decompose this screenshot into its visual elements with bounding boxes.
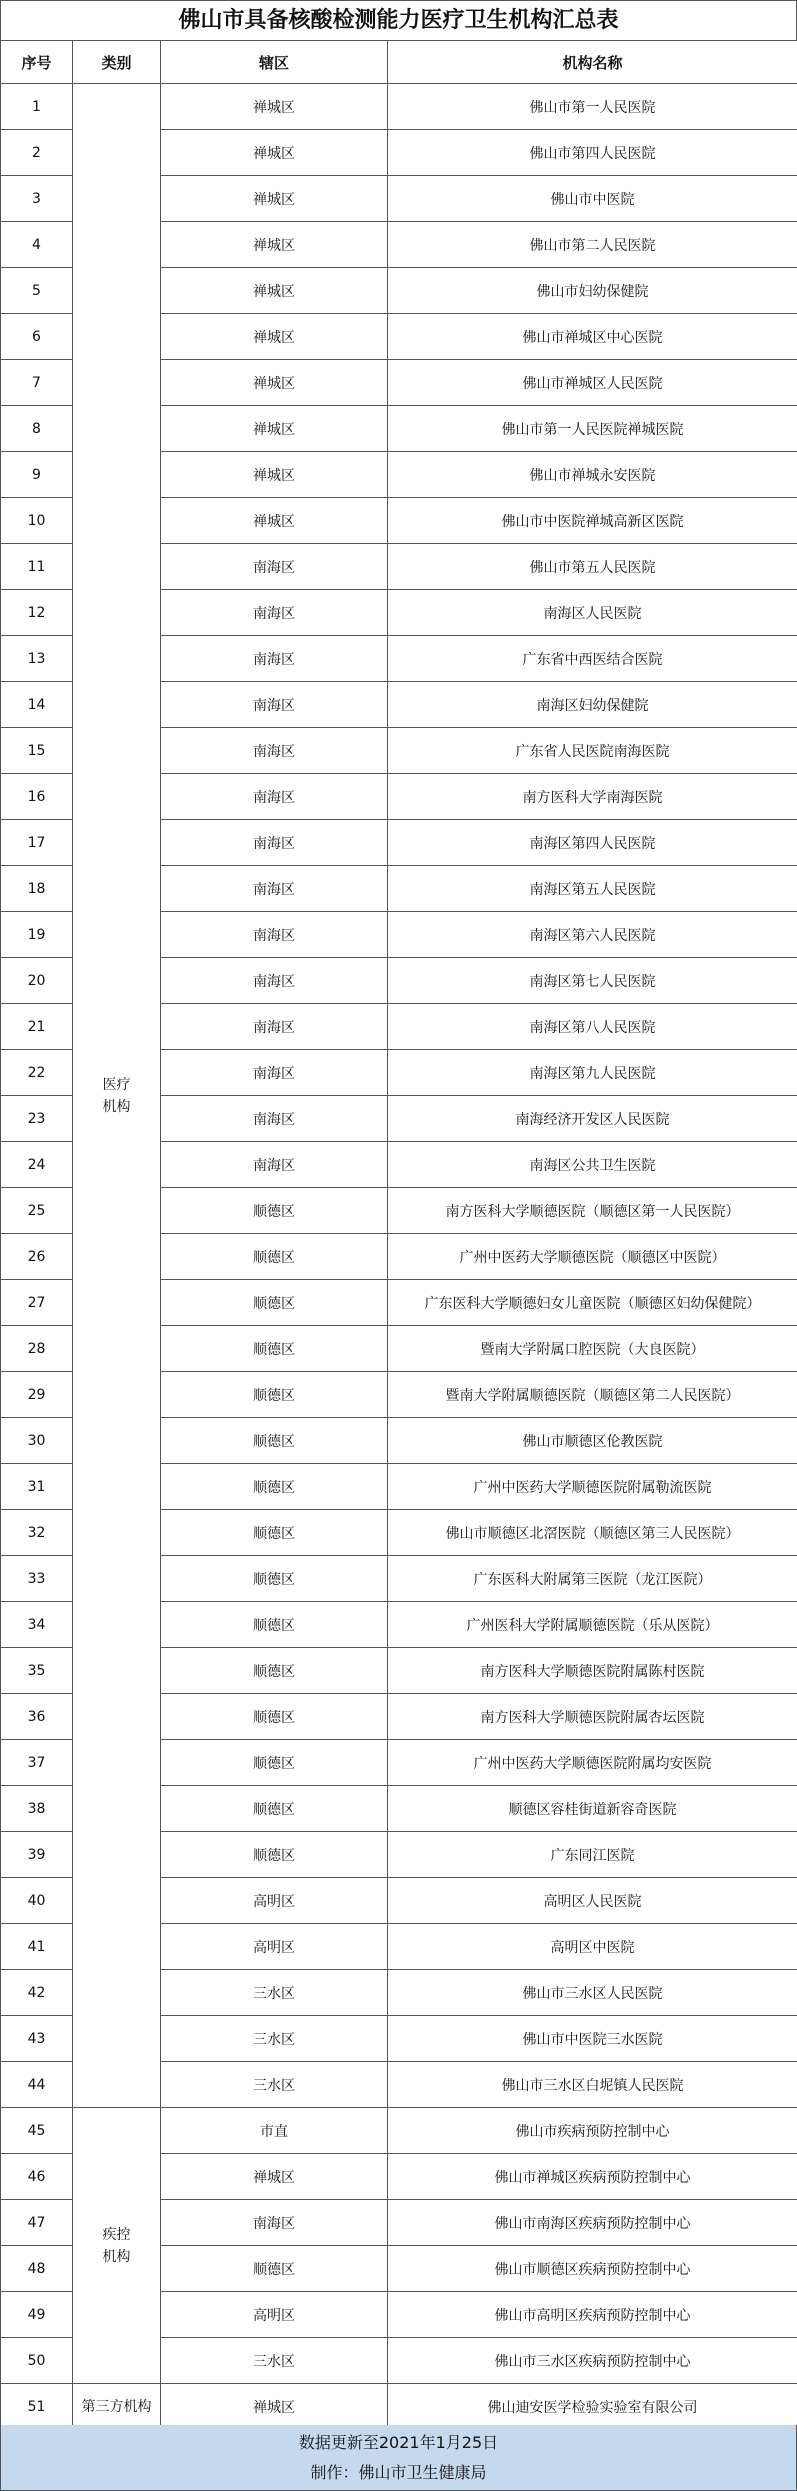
row-district: 顺德区 [161,1832,388,1878]
row-seq: 22 [1,1050,73,1096]
row-institution-name: 南方医科大学顺德医院附属陈村医院 [388,1648,797,1694]
institution-table [0,40,797,2430]
row-institution-name: 南海区第九人民医院 [388,1050,797,1096]
row-institution-name: 广州医科大学附属顺德医院（乐从医院） [388,1602,797,1648]
row-institution-name: 佛山市禅城区人民医院 [388,360,797,406]
row-seq: 49 [1,2292,73,2338]
row-district: 禅城区 [161,406,388,452]
row-institution-name: 佛山市第二人民医院 [388,222,797,268]
row-seq: 27 [1,1280,73,1326]
row-district: 南海区 [161,958,388,1004]
row-district: 南海区 [161,590,388,636]
row-institution-name: 佛山迪安医学检验实验室有限公司 [388,2384,797,2430]
row-seq: 23 [1,1096,73,1142]
row-district: 顺德区 [161,1280,388,1326]
row-district: 顺德区 [161,1740,388,1786]
row-district: 高明区 [161,1878,388,1924]
row-institution-name: 广州中医药大学顺德医院附属勒流医院 [388,1464,797,1510]
row-institution-name: 佛山市禅城区中心医院 [388,314,797,360]
row-category [73,2384,161,2430]
row-institution-name: 佛山市三水区疾病预防控制中心 [388,2338,797,2384]
category-line: 机构 [102,2248,131,2265]
row-institution-name: 广东医科大附属第三医院（龙江医院） [388,1556,797,1602]
row-district: 禅城区 [161,176,388,222]
row-seq: 29 [1,1372,73,1418]
row-institution-name: 南海经济开发区人民医院 [388,1096,797,1142]
row-institution-name: 南海区第六人民医院 [388,912,797,958]
table-row [1,2384,797,2430]
row-institution-name: 佛山市三水区白坭镇人民医院 [388,2062,797,2108]
row-seq: 28 [1,1326,73,1372]
row-seq: 6 [1,314,73,360]
row-seq: 25 [1,1188,73,1234]
row-seq: 46 [1,2154,73,2200]
row-district: 禅城区 [161,222,388,268]
category-line: 医疗 [102,1076,131,1093]
row-district: 禅城区 [161,2154,388,2200]
row-seq: 14 [1,682,73,728]
row-seq: 1 [1,84,73,130]
row-district: 顺德区 [161,1418,388,1464]
row-district: 南海区 [161,1050,388,1096]
table-header-row [1,41,797,84]
row-institution-name: 佛山市第五人民医院 [388,544,797,590]
header-name: 机构名称 [388,41,797,84]
row-seq: 21 [1,1004,73,1050]
category-line: 机构 [102,1098,131,1115]
row-seq: 45 [1,2108,73,2154]
row-institution-name: 南海区第五人民医院 [388,866,797,912]
header-seq: 序号 [1,41,73,84]
row-district: 顺德区 [161,1556,388,1602]
row-seq: 35 [1,1648,73,1694]
row-seq: 24 [1,1142,73,1188]
row-institution-name: 佛山市中医院禅城高新区医院 [388,498,797,544]
row-seq: 19 [1,912,73,958]
row-seq: 38 [1,1786,73,1832]
row-institution-name: 南方医科大学顺德医院附属杏坛医院 [388,1694,797,1740]
row-seq: 50 [1,2338,73,2384]
row-district: 禅城区 [161,452,388,498]
row-seq: 34 [1,1602,73,1648]
row-institution-name: 佛山市中医院 [388,176,797,222]
row-district: 顺德区 [161,1648,388,1694]
row-seq: 10 [1,498,73,544]
row-seq: 15 [1,728,73,774]
row-district: 南海区 [161,1004,388,1050]
row-institution-name: 佛山市三水区人民医院 [388,1970,797,2016]
row-district: 禅城区 [161,314,388,360]
row-district: 禅城区 [161,360,388,406]
row-seq: 13 [1,636,73,682]
row-institution-name: 佛山市顺德区疾病预防控制中心 [388,2246,797,2292]
row-district: 禅城区 [161,2384,388,2430]
row-seq: 18 [1,866,73,912]
row-seq: 3 [1,176,73,222]
row-district: 高明区 [161,1924,388,1970]
row-seq: 51 [1,2384,73,2430]
category-line: 第三方机构 [81,2398,152,2415]
row-institution-name: 佛山市顺德区北滘医院（顺德区第三人民医院） [388,1510,797,1556]
row-seq: 16 [1,774,73,820]
row-district: 顺德区 [161,1510,388,1556]
row-institution-name: 暨南大学附属口腔医院（大良医院） [388,1326,797,1372]
row-district: 南海区 [161,774,388,820]
row-institution-name: 佛山市南海区疾病预防控制中心 [388,2200,797,2246]
table-footer [0,2425,797,2491]
row-institution-name: 佛山市疾病预防控制中心 [388,2108,797,2154]
row-district: 高明区 [161,2292,388,2338]
row-district: 三水区 [161,2062,388,2108]
row-seq: 44 [1,2062,73,2108]
category-line: 疾控 [102,2226,131,2243]
row-institution-name: 南海区公共卫生医院 [388,1142,797,1188]
row-seq: 43 [1,2016,73,2062]
row-category [73,84,161,2108]
row-seq: 20 [1,958,73,1004]
row-institution-name: 佛山市第四人民医院 [388,130,797,176]
row-institution-name: 佛山市顺德区伦教医院 [388,1418,797,1464]
producer-note: 制作：佛山市卫生健康局 [310,2463,487,2482]
row-district: 南海区 [161,2200,388,2246]
row-seq: 8 [1,406,73,452]
row-district: 顺德区 [161,1188,388,1234]
row-seq: 9 [1,452,73,498]
row-district: 顺德区 [161,1602,388,1648]
row-district: 南海区 [161,1142,388,1188]
row-institution-name: 广东同江医院 [388,1832,797,1878]
row-district: 南海区 [161,866,388,912]
row-seq: 47 [1,2200,73,2246]
table-row [1,84,797,130]
row-district: 南海区 [161,636,388,682]
row-seq: 12 [1,590,73,636]
row-institution-name: 广东医科大学顺德妇女儿童医院（顺德区妇幼保健院） [388,1280,797,1326]
row-institution-name: 广州中医药大学顺德医院（顺德区中医院） [388,1234,797,1280]
row-district: 南海区 [161,682,388,728]
row-seq: 2 [1,130,73,176]
row-seq: 40 [1,1878,73,1924]
row-seq: 37 [1,1740,73,1786]
row-seq: 5 [1,268,73,314]
row-seq: 7 [1,360,73,406]
row-institution-name: 南方医科大学南海医院 [388,774,797,820]
row-category [73,2108,161,2384]
row-institution-name: 广东省人民医院南海医院 [388,728,797,774]
row-institution-name: 佛山市第一人民医院 [388,84,797,130]
row-district: 顺德区 [161,1694,388,1740]
table-body [1,84,797,2430]
row-institution-name: 广州中医药大学顺德医院附属均安医院 [388,1740,797,1786]
row-institution-name: 顺德区容桂街道新容奇医院 [388,1786,797,1832]
header-district: 辖区 [161,41,388,84]
row-institution-name: 高明区人民医院 [388,1878,797,1924]
row-institution-name: 南方医科大学顺德医院（顺德区第一人民医院） [388,1188,797,1234]
row-seq: 11 [1,544,73,590]
row-district: 南海区 [161,820,388,866]
row-institution-name: 南海区人民医院 [388,590,797,636]
row-institution-name: 佛山市中医院三水医院 [388,2016,797,2062]
row-district: 禅城区 [161,498,388,544]
row-district: 南海区 [161,1096,388,1142]
row-institution-name: 南海区第八人民医院 [388,1004,797,1050]
row-institution-name: 广东省中西医结合医院 [388,636,797,682]
row-seq: 33 [1,1556,73,1602]
row-institution-name: 佛山市高明区疾病预防控制中心 [388,2292,797,2338]
row-seq: 39 [1,1832,73,1878]
row-institution-name: 南海区妇幼保健院 [388,682,797,728]
row-district: 南海区 [161,728,388,774]
row-district: 顺德区 [161,1234,388,1280]
update-date-note: 数据更新至2021年1月25日 [298,2433,499,2452]
header-category: 类别 [73,41,161,84]
row-seq: 30 [1,1418,73,1464]
row-seq: 31 [1,1464,73,1510]
row-seq: 48 [1,2246,73,2292]
row-institution-name: 佛山市第一人民医院禅城医院 [388,406,797,452]
row-seq: 41 [1,1924,73,1970]
row-district: 南海区 [161,544,388,590]
row-district: 禅城区 [161,84,388,130]
row-institution-name: 暨南大学附属顺德医院（顺德区第二人民医院） [388,1372,797,1418]
row-district: 顺德区 [161,1786,388,1832]
row-district: 市直 [161,2108,388,2154]
row-district: 三水区 [161,2338,388,2384]
row-institution-name: 南海区第四人民医院 [388,820,797,866]
table-row [1,2108,797,2154]
row-institution-name: 佛山市禅城区疾病预防控制中心 [388,2154,797,2200]
row-district: 顺德区 [161,2246,388,2292]
row-seq: 4 [1,222,73,268]
table-title: 佛山市具备核酸检测能力医疗卫生机构汇总表 [0,0,797,40]
row-district: 顺德区 [161,1372,388,1418]
row-district: 三水区 [161,1970,388,2016]
row-institution-name: 佛山市禅城永安医院 [388,452,797,498]
row-institution-name: 南海区第七人民医院 [388,958,797,1004]
row-institution-name: 高明区中医院 [388,1924,797,1970]
row-district: 三水区 [161,2016,388,2062]
row-district: 顺德区 [161,1326,388,1372]
row-district: 禅城区 [161,130,388,176]
row-seq: 36 [1,1694,73,1740]
row-seq: 26 [1,1234,73,1280]
row-district: 禅城区 [161,268,388,314]
row-seq: 42 [1,1970,73,2016]
row-institution-name: 佛山市妇幼保健院 [388,268,797,314]
row-seq: 32 [1,1510,73,1556]
row-seq: 17 [1,820,73,866]
row-district: 顺德区 [161,1464,388,1510]
row-district: 南海区 [161,912,388,958]
